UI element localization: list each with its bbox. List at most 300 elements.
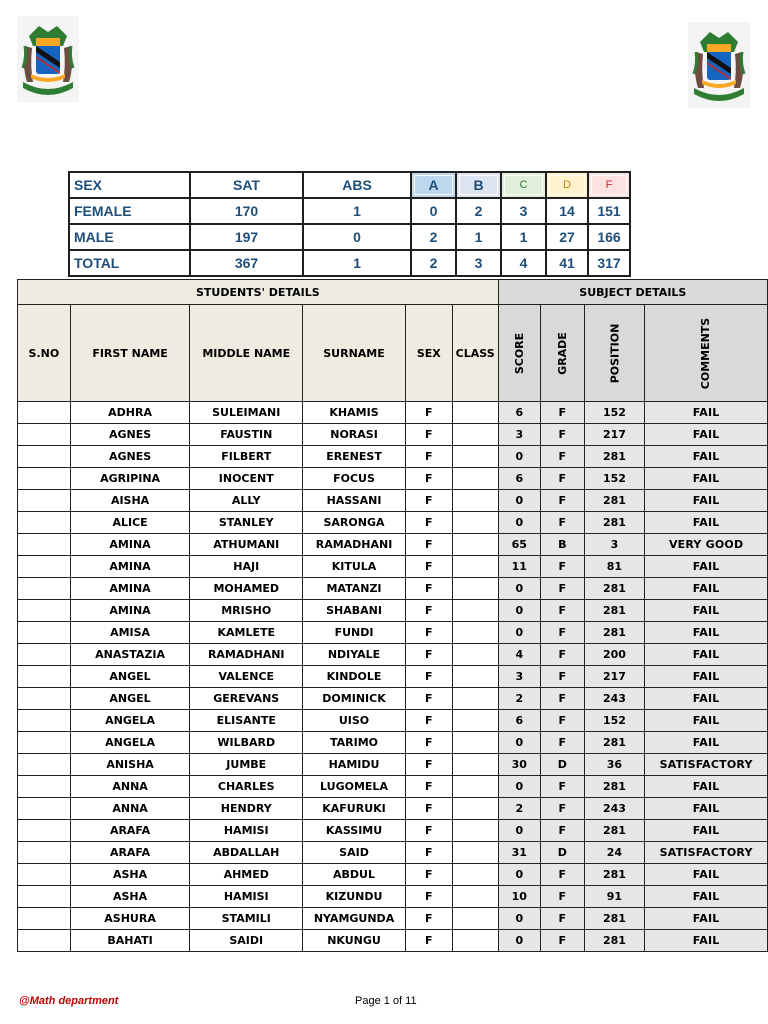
cell-score: 10 [498,886,540,908]
table-row [18,908,768,930]
cell-position: 281 [584,578,645,600]
summary-label: FEMALE [69,198,190,224]
table-row [18,886,768,908]
cell-score: 3 [498,424,540,446]
cell-comment: FAIL [645,776,768,798]
cell-grade: D [540,754,584,776]
summary-f: 166 [588,224,630,250]
cell-class [452,424,498,446]
subject-details-header: SUBJECT DETAILS [498,280,767,305]
cell-middle-name: FAUSTIN [190,424,303,446]
cell-sex: F [405,512,452,534]
cell-comment: FAIL [645,512,768,534]
cell-sex: F [405,688,452,710]
cell-first-name: AMINA [70,600,190,622]
table-row [18,688,768,710]
cell-sex: F [405,402,452,424]
cell-position: 281 [584,820,645,842]
summary-d: 27 [546,224,588,250]
cell-sno [18,776,71,798]
cell-sex: F [405,842,452,864]
summary-sat: 367 [190,250,303,276]
cell-score: 0 [498,490,540,512]
cell-first-name: ASHA [70,864,190,886]
cell-first-name: ALICE [70,512,190,534]
cell-surname: FUNDI [303,622,406,644]
table-row [18,556,768,578]
summary-sat: 170 [190,198,303,224]
footer-page-number: Page 1 of 11 [355,995,417,1007]
cell-first-name: AMINA [70,578,190,600]
cell-class [452,402,498,424]
summary-header-grade-c: C [501,172,546,198]
summary-abs: 1 [303,198,411,224]
cell-surname: SAID [303,842,406,864]
cell-surname: LUGOMELA [303,776,406,798]
cell-sex: F [405,490,452,512]
summary-d: 41 [546,250,588,276]
column-header-score [498,305,540,402]
cell-sex: F [405,754,452,776]
cell-first-name: ANASTAZIA [70,644,190,666]
cell-sno [18,600,71,622]
cell-middle-name: SULEIMANI [190,402,303,424]
cell-class [452,688,498,710]
cell-grade: D [540,842,584,864]
students-details-header: STUDENTS' DETAILS [18,280,499,305]
footer-department: @Math department [19,995,119,1007]
cell-sex: F [405,622,452,644]
cell-position: 243 [584,688,645,710]
cell-class [452,468,498,490]
cell-grade: F [540,710,584,732]
cell-score: 0 [498,864,540,886]
cell-sex: F [405,776,452,798]
cell-surname: SARONGA [303,512,406,534]
cell-sex: F [405,886,452,908]
cell-comment: VERY GOOD [645,534,768,556]
cell-score: 0 [498,930,540,952]
cell-first-name: ANGEL [70,666,190,688]
cell-surname: SHABANI [303,600,406,622]
cell-score: 6 [498,402,540,424]
cell-score: 4 [498,644,540,666]
cell-grade: F [540,798,584,820]
summary-header-grade-a: A [411,172,456,198]
cell-sex: F [405,644,452,666]
cell-class [452,622,498,644]
cell-first-name: AGNES [70,424,190,446]
cell-score: 6 [498,710,540,732]
table-row [18,710,768,732]
cell-surname: KASSIMU [303,820,406,842]
cell-grade: F [540,622,584,644]
cell-class [452,864,498,886]
cell-position: 152 [584,468,645,490]
cell-first-name: ASHA [70,886,190,908]
cell-score: 0 [498,622,540,644]
cell-sex: F [405,578,452,600]
cell-comment: SATISFACTORY [645,842,768,864]
table-row [18,446,768,468]
cell-position: 281 [584,490,645,512]
cell-surname: ABDUL [303,864,406,886]
cell-sno [18,842,71,864]
summary-d: 14 [546,198,588,224]
cell-middle-name: AHMED [190,864,303,886]
cell-grade: F [540,556,584,578]
summary-a: 0 [411,198,456,224]
cell-position: 217 [584,424,645,446]
cell-comment: FAIL [645,600,768,622]
cell-middle-name: KAMLETE [190,622,303,644]
cell-grade: F [540,512,584,534]
cell-grade: F [540,688,584,710]
cell-score: 0 [498,512,540,534]
cell-position: 281 [584,930,645,952]
cell-position: 281 [584,622,645,644]
cell-score: 0 [498,578,540,600]
cell-score: 31 [498,842,540,864]
cell-class [452,732,498,754]
cell-surname: KITULA [303,556,406,578]
cell-surname: FOCUS [303,468,406,490]
cell-position: 36 [584,754,645,776]
cell-position: 281 [584,512,645,534]
cell-class [452,666,498,688]
cell-grade: F [540,446,584,468]
cell-first-name: ARAFA [70,842,190,864]
cell-comment: FAIL [645,864,768,886]
summary-header-grade-f: F [588,172,630,198]
cell-sno [18,578,71,600]
cell-surname: DOMINICK [303,688,406,710]
cell-position: 24 [584,842,645,864]
column-header-class: CLASS [452,305,498,402]
summary-sat: 197 [190,224,303,250]
cell-grade: F [540,886,584,908]
summary-b: 2 [456,198,501,224]
cell-class [452,798,498,820]
table-row [18,864,768,886]
cell-sno [18,820,71,842]
cell-surname: MATANZI [303,578,406,600]
cell-sno [18,710,71,732]
cell-position: 243 [584,798,645,820]
cell-class [452,446,498,468]
cell-comment: FAIL [645,710,768,732]
cell-class [452,578,498,600]
cell-sno [18,886,71,908]
cell-surname: NYAMGUNDA [303,908,406,930]
summary-abs: 1 [303,250,411,276]
summary-c: 3 [501,198,546,224]
cell-comment: FAIL [645,402,768,424]
cell-middle-name: WILBARD [190,732,303,754]
cell-grade: F [540,732,584,754]
cell-position: 152 [584,402,645,424]
table-row [18,820,768,842]
summary-f: 317 [588,250,630,276]
cell-class [452,644,498,666]
table-row [18,402,768,424]
column-header-sno: S.NO [18,305,71,402]
summary-label: TOTAL [69,250,190,276]
column-header-grade [540,305,584,402]
column-header-surname: SURNAME [303,305,406,402]
cell-comment: FAIL [645,732,768,754]
cell-position: 91 [584,886,645,908]
summary-b: 3 [456,250,501,276]
summary-header-sex: SEX [69,172,190,198]
cell-sno [18,688,71,710]
table-row [18,490,768,512]
cell-sex: F [405,666,452,688]
cell-sno [18,666,71,688]
cell-middle-name: ALLY [190,490,303,512]
position-label: POSITION [607,323,621,383]
cell-middle-name: HAMISI [190,886,303,908]
cell-comment: FAIL [645,424,768,446]
cell-first-name: AMINA [70,556,190,578]
cell-grade: F [540,908,584,930]
cell-sex: F [405,556,452,578]
cell-score: 30 [498,754,540,776]
table-row [18,842,768,864]
cell-middle-name: SAIDI [190,930,303,952]
cell-middle-name: STAMILI [190,908,303,930]
cell-surname: KIZUNDU [303,886,406,908]
cell-first-name: AGRIPINA [70,468,190,490]
cell-sno [18,424,71,446]
summary-label: MALE [69,224,190,250]
cell-comment: SATISFACTORY [645,754,768,776]
cell-score: 2 [498,688,540,710]
cell-comment: FAIL [645,886,768,908]
cell-class [452,710,498,732]
column-header-middle-name: MIDDLE NAME [190,305,303,402]
cell-grade: B [540,534,584,556]
table-row [18,424,768,446]
cell-score: 65 [498,534,540,556]
cell-comment: FAIL [645,798,768,820]
cell-class [452,512,498,534]
cell-comment: FAIL [645,468,768,490]
table-row [18,644,768,666]
cell-sex: F [405,908,452,930]
cell-comment: FAIL [645,578,768,600]
summary-f: 151 [588,198,630,224]
cell-comment: FAIL [645,644,768,666]
cell-surname: RAMADHANI [303,534,406,556]
cell-sno [18,754,71,776]
cell-grade: F [540,644,584,666]
column-header-first-name: FIRST NAME [70,305,190,402]
cell-sno [18,556,71,578]
cell-class [452,490,498,512]
column-header-position [584,305,645,402]
cell-surname: UISO [303,710,406,732]
cell-sno [18,644,71,666]
summary-header-sat: SAT [190,172,303,198]
coat-of-arms-icon [688,22,750,108]
cell-sex: F [405,864,452,886]
cell-first-name: ANISHA [70,754,190,776]
summary-c: 1 [501,224,546,250]
cell-class [452,754,498,776]
cell-first-name: BAHATI [70,930,190,952]
cell-sex: F [405,798,452,820]
cell-first-name: ANGEL [70,688,190,710]
cell-comment: FAIL [645,556,768,578]
cell-score: 11 [498,556,540,578]
cell-first-name: ANGELA [70,732,190,754]
cell-sno [18,930,71,952]
coat-of-arms-icon [17,16,79,102]
cell-surname: NKUNGU [303,930,406,952]
summary-a: 2 [411,250,456,276]
summary-table [68,171,631,277]
summary-header-abs: ABS [303,172,411,198]
score-label: SCORE [512,332,526,374]
cell-position: 281 [584,908,645,930]
cell-position: 281 [584,776,645,798]
cell-comment: FAIL [645,446,768,468]
cell-middle-name: CHARLES [190,776,303,798]
cell-comment: FAIL [645,930,768,952]
cell-score: 6 [498,468,540,490]
cell-first-name: AISHA [70,490,190,512]
cell-first-name: ADHRA [70,402,190,424]
cell-sex: F [405,534,452,556]
cell-sex: F [405,820,452,842]
summary-row-total [69,250,630,276]
cell-middle-name: STANLEY [190,512,303,534]
cell-score: 0 [498,600,540,622]
cell-comment: FAIL [645,666,768,688]
cell-surname: KAFURUKI [303,798,406,820]
cell-score: 0 [498,908,540,930]
cell-middle-name: HAJI [190,556,303,578]
cell-score: 2 [498,798,540,820]
table-row [18,732,768,754]
cell-comment: FAIL [645,622,768,644]
cell-sex: F [405,600,452,622]
cell-surname: NORASI [303,424,406,446]
cell-class [452,556,498,578]
cell-sno [18,534,71,556]
cell-position: 217 [584,666,645,688]
cell-class [452,842,498,864]
table-row [18,600,768,622]
summary-row-female [69,198,630,224]
cell-score: 3 [498,666,540,688]
cell-middle-name: ABDALLAH [190,842,303,864]
cell-middle-name: HENDRY [190,798,303,820]
cell-grade: F [540,578,584,600]
cell-class [452,776,498,798]
cell-score: 0 [498,820,540,842]
cell-first-name: ANNA [70,776,190,798]
cell-middle-name: GEREVANS [190,688,303,710]
cell-middle-name: RAMADHANI [190,644,303,666]
cell-sno [18,622,71,644]
cell-position: 3 [584,534,645,556]
cell-grade: F [540,424,584,446]
cell-comment: FAIL [645,688,768,710]
summary-abs: 0 [303,224,411,250]
cell-grade: F [540,402,584,424]
cell-grade: F [540,864,584,886]
cell-class [452,886,498,908]
cell-class [452,908,498,930]
cell-surname: NDIYALE [303,644,406,666]
grade-label: GRADE [555,331,569,375]
summary-c: 4 [501,250,546,276]
cell-class [452,930,498,952]
cell-middle-name: HAMISI [190,820,303,842]
cell-first-name: AGNES [70,446,190,468]
cell-position: 281 [584,732,645,754]
cell-sno [18,512,71,534]
cell-grade: F [540,490,584,512]
cell-sex: F [405,930,452,952]
cell-middle-name: INOCENT [190,468,303,490]
cell-sno [18,798,71,820]
cell-score: 0 [498,446,540,468]
cell-sno [18,446,71,468]
table-row [18,622,768,644]
cell-middle-name: VALENCE [190,666,303,688]
table-row [18,666,768,688]
cell-position: 281 [584,446,645,468]
cell-sex: F [405,424,452,446]
cell-sex: F [405,468,452,490]
cell-position: 152 [584,710,645,732]
cell-score: 0 [498,776,540,798]
cell-position: 281 [584,864,645,886]
cell-sex: F [405,446,452,468]
cell-position: 81 [584,556,645,578]
cell-position: 281 [584,600,645,622]
cell-position: 200 [584,644,645,666]
cell-middle-name: FILBERT [190,446,303,468]
cell-class [452,600,498,622]
cell-middle-name: ELISANTE [190,710,303,732]
table-row [18,776,768,798]
column-header-comments [645,305,768,402]
cell-first-name: ARAFA [70,820,190,842]
table-row [18,798,768,820]
table-row [18,930,768,952]
summary-header-grade-b: B [456,172,501,198]
table-row [18,578,768,600]
cell-grade: F [540,666,584,688]
cell-comment: FAIL [645,820,768,842]
cell-first-name: AMISA [70,622,190,644]
cell-grade: F [540,468,584,490]
summary-a: 2 [411,224,456,250]
cell-first-name: ANGELA [70,710,190,732]
cell-sno [18,732,71,754]
cell-grade: F [540,930,584,952]
cell-score: 0 [498,732,540,754]
table-row [18,754,768,776]
summary-row-male [69,224,630,250]
summary-b: 1 [456,224,501,250]
cell-sno [18,490,71,512]
cell-middle-name: ATHUMANI [190,534,303,556]
